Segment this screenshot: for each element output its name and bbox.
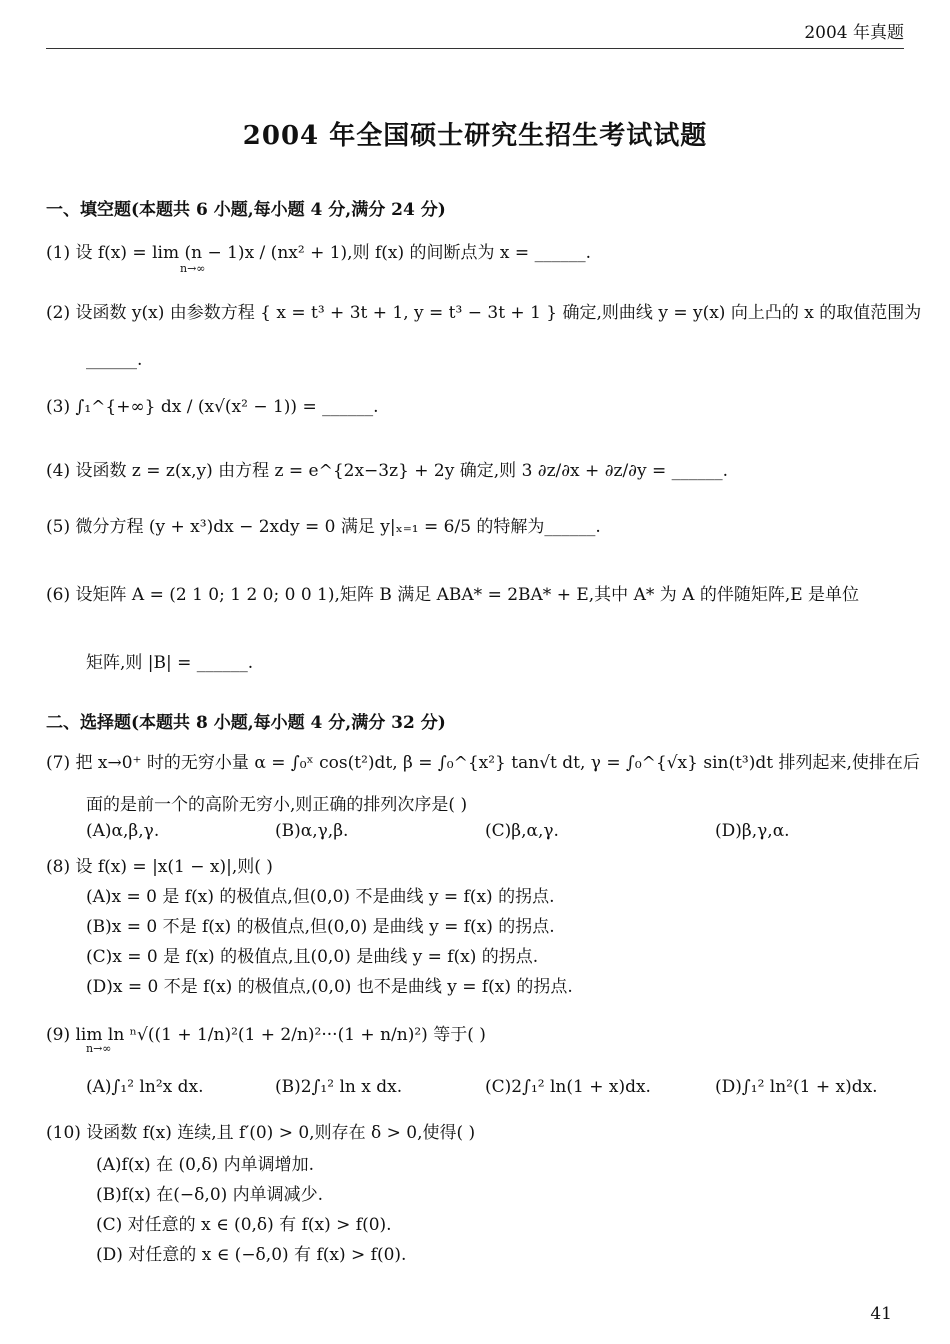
question-7-option-b: (B)α,γ,β. bbox=[275, 821, 349, 841]
question-7: (7) 把 x→0⁺ 时的无穷小量 α = ∫₀ˣ cos(t²)dt, β = ∫₀^{x²} tan√t dt, γ = ∫₀^{√x} sin(t³)dt 排列起来,使排在后 bbox=[46, 753, 920, 773]
question-9-option-b: (B)2∫₁² ln x dx. bbox=[275, 1077, 403, 1097]
question-7-option-d: (D)β,γ,α. bbox=[715, 821, 790, 841]
page-title: 2004 年全国硕士研究生招生考试试题 bbox=[242, 121, 708, 151]
question-9-option-d: (D)∫₁² ln²(1 + x)dx. bbox=[715, 1077, 878, 1097]
question-7-continuation: 面的是前一个的高阶无穷小,则正确的排列次序是( ) bbox=[86, 795, 468, 815]
question-2-continuation: ______. bbox=[86, 350, 143, 370]
question-6: (6) 设矩阵 A = (2 1 0; 1 2 0; 0 0 1),矩阵 B 满足 ABA* = 2BA* + E,其中 A* 为 A 的伴随矩阵,E 是单位 bbox=[46, 585, 860, 605]
question-8-option-b: (B)x = 0 不是 f(x) 的极值点,但(0,0) 是曲线 y = f(x) 的拐点. bbox=[86, 917, 555, 937]
question-10-option-a: (A)f(x) 在 (0,δ) 内单调增加. bbox=[96, 1155, 315, 1175]
question-1-limit-subscript: n→∞ bbox=[180, 262, 206, 275]
question-10-option-b: (B)f(x) 在(−δ,0) 内单调减少. bbox=[96, 1185, 324, 1205]
header-title: 2004 年真题 bbox=[804, 23, 904, 43]
question-7-option-c: (C)β,α,γ. bbox=[485, 821, 559, 841]
question-5: (5) 微分方程 (y + x³)dx − 2xdy = 0 满足 y|ₓ₌₁ = 6/5 的特解为______. bbox=[46, 517, 601, 537]
question-8: (8) 设 f(x) = |x(1 − x)|,则( ) bbox=[46, 857, 273, 877]
question-10-option-d: (D) 对任意的 x ∈ (−δ,0) 有 f(x) > f(0). bbox=[96, 1245, 407, 1265]
section-2-heading: 二、选择题(本题共 8 小题,每小题 4 分,满分 32 分) bbox=[46, 713, 446, 733]
question-8-option-c: (C)x = 0 是 f(x) 的极值点,且(0,0) 是曲线 y = f(x) 的拐点. bbox=[86, 947, 539, 967]
question-7-option-a: (A)α,β,γ. bbox=[86, 821, 160, 841]
page-number: 41 bbox=[870, 1304, 892, 1324]
question-8-option-d: (D)x = 0 不是 f(x) 的极值点,(0,0) 也不是曲线 y = f(x) 的拐点. bbox=[86, 977, 573, 997]
question-2: (2) 设函数 y(x) 由参数方程 { x = t³ + 3t + 1, y = t³ − 3t + 1 } 确定,则曲线 y = y(x) 向上凸的 x 的取值范围为 bbox=[46, 303, 922, 323]
question-9: (9) lim ln ⁿ√((1 + 1/n)²(1 + 2/n)²···(1 + n/n)²) 等于( ) bbox=[46, 1025, 486, 1045]
question-10-option-c: (C) 对任意的 x ∈ (0,δ) 有 f(x) > f(0). bbox=[96, 1215, 392, 1235]
question-3: (3) ∫₁^{+∞} dx / (x√(x² − 1)) = ______. bbox=[46, 397, 379, 417]
question-4: (4) 设函数 z = z(x,y) 由方程 z = e^{2x−3z} + 2y 确定,则 3 ∂z/∂x + ∂z/∂y = ______. bbox=[46, 461, 729, 481]
question-9-option-a: (A)∫₁² ln²x dx. bbox=[86, 1077, 204, 1097]
question-10: (10) 设函数 f(x) 连续,且 f′(0) > 0,则存在 δ > 0,使得( ) bbox=[46, 1123, 476, 1143]
section-1-heading: 一、填空题(本题共 6 小题,每小题 4 分,满分 24 分) bbox=[46, 200, 446, 220]
question-1: (1) 设 f(x) = lim (n − 1)x / (nx² + 1),则 f(x) 的间断点为 x = ______. bbox=[46, 243, 591, 263]
header-rule bbox=[46, 48, 904, 49]
question-9-option-c: (C)2∫₁² ln(1 + x)dx. bbox=[485, 1077, 651, 1097]
question-6-continuation: 矩阵,则 |B| = ______. bbox=[86, 653, 254, 673]
question-8-option-a: (A)x = 0 是 f(x) 的极值点,但(0,0) 不是曲线 y = f(x) 的拐点. bbox=[86, 887, 555, 907]
question-9-limit-subscript: n→∞ bbox=[86, 1042, 112, 1055]
